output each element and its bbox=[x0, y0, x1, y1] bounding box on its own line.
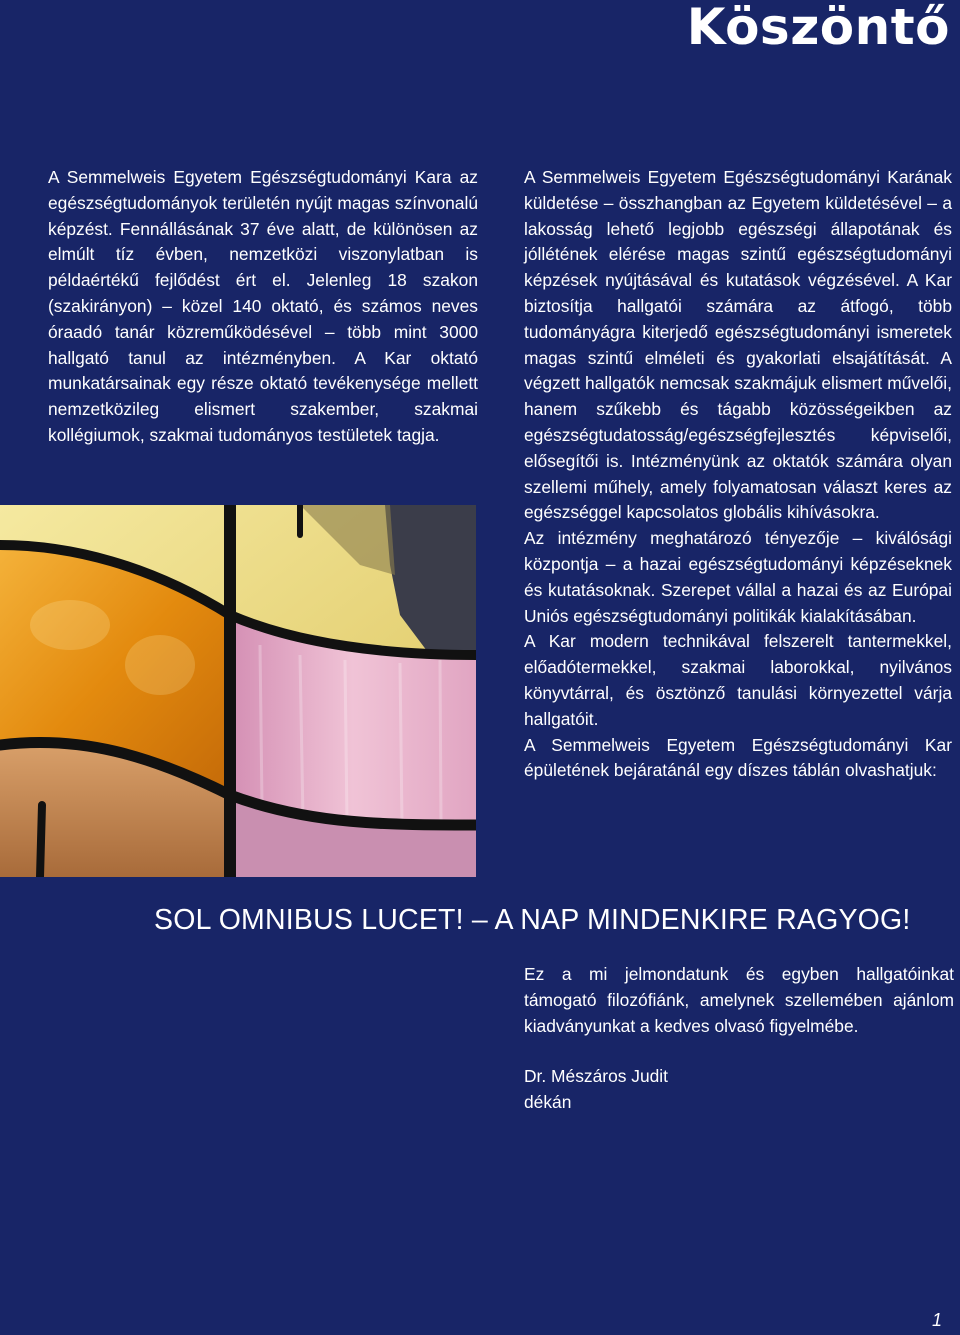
page-number: 1 bbox=[931, 1310, 942, 1330]
signature-name: Dr. Mészáros Judit bbox=[524, 1066, 668, 1086]
closing-column bbox=[524, 962, 954, 1039]
plaque-paragraph: A Semmelweis Egyetem Egészségtudományi Kar épületének bejáratánál egy díszes táblán olvashatjuk: bbox=[524, 734, 952, 781]
mission-paragraph: A Semmelweis Egyetem Egészségtudományi Karának küldetése – összhangban az Egyetem küldetésével – a lakosság lehető legjobb egészségi állapotának és jóllétének elérése magas szintű egészségtudományi képzések nyújtásával és kutatások végzésével. A Kar biztosítja hallgatói számára az átfogó, több tudományágra kiterjedő egészségtudományi ismeretek magas szintű elméleti és gyakorlati elsajátítását. A végzett hallgatók nemcsak szakmájuk elismert művelői, hanem szűkebb és tágabb közösségeikben az egészségtudatosság/egészségfejlesztés képviselői, elősegítői is. Intézményünk az oktatók számára olyan szellemi műhely, amely folyamatosan választ keres az egészséggel kapcsolatos globális kihívásokra. bbox=[524, 167, 952, 523]
right-column bbox=[524, 165, 952, 784]
motto-heading: SOL OMNIBUS LUCET! – A NAP MINDENKIRE RAGYOG! bbox=[154, 904, 911, 936]
signature-role: dékán bbox=[524, 1091, 572, 1112]
signature-block bbox=[524, 1064, 668, 1116]
page-title: Köszöntő bbox=[686, 0, 950, 56]
left-column bbox=[48, 165, 478, 449]
center-paragraph: Az intézmény meghatározó tényezője – kiválósági központja – a hazai egészségtudományi képzéseknek és kutatásoknak. Szerepet vállal a hazai és az Európai Uniós egészségtudományi politikák kialakításában. bbox=[524, 528, 952, 626]
facilities-paragraph: A Kar modern technikával felszerelt tantermekkel, előadótermekkel, szakmai laborokkal, nyilvános könyvtárral, és ösztönző tanulási környezettel várja hallgatóit. bbox=[524, 631, 952, 729]
closing-paragraph: Ez a mi jelmondatunk és egyben hallgatóinkat támogató filozófiánk, amelynek szellemében ajánlom kiadványunkat a kedves olvasó figyelmébe. bbox=[524, 964, 954, 1036]
intro-paragraph: A Semmelweis Egyetem Egészségtudományi Kara az egészségtudományok területén nyújt magas színvonalú képzést. Fennállásának 37 éve alatt, de különösen az elmúlt tíz évben, nemzetközi viszonylatban is példaértékű fejlődést ért el. Jelenleg 18 szakon (szakirányon) – közel 140 oktató, és számos neves óraadó tanár közreműködésével – több mint 3000 hallgató tanul az intézményben. A Kar oktató munkatársainak egy része oktató tevékenysége mellett nemzetközileg elismert szakember, szakmai kollégiumok, szakmai tudományos testületek tagja. bbox=[48, 167, 478, 445]
stained-glass-image bbox=[0, 505, 476, 877]
